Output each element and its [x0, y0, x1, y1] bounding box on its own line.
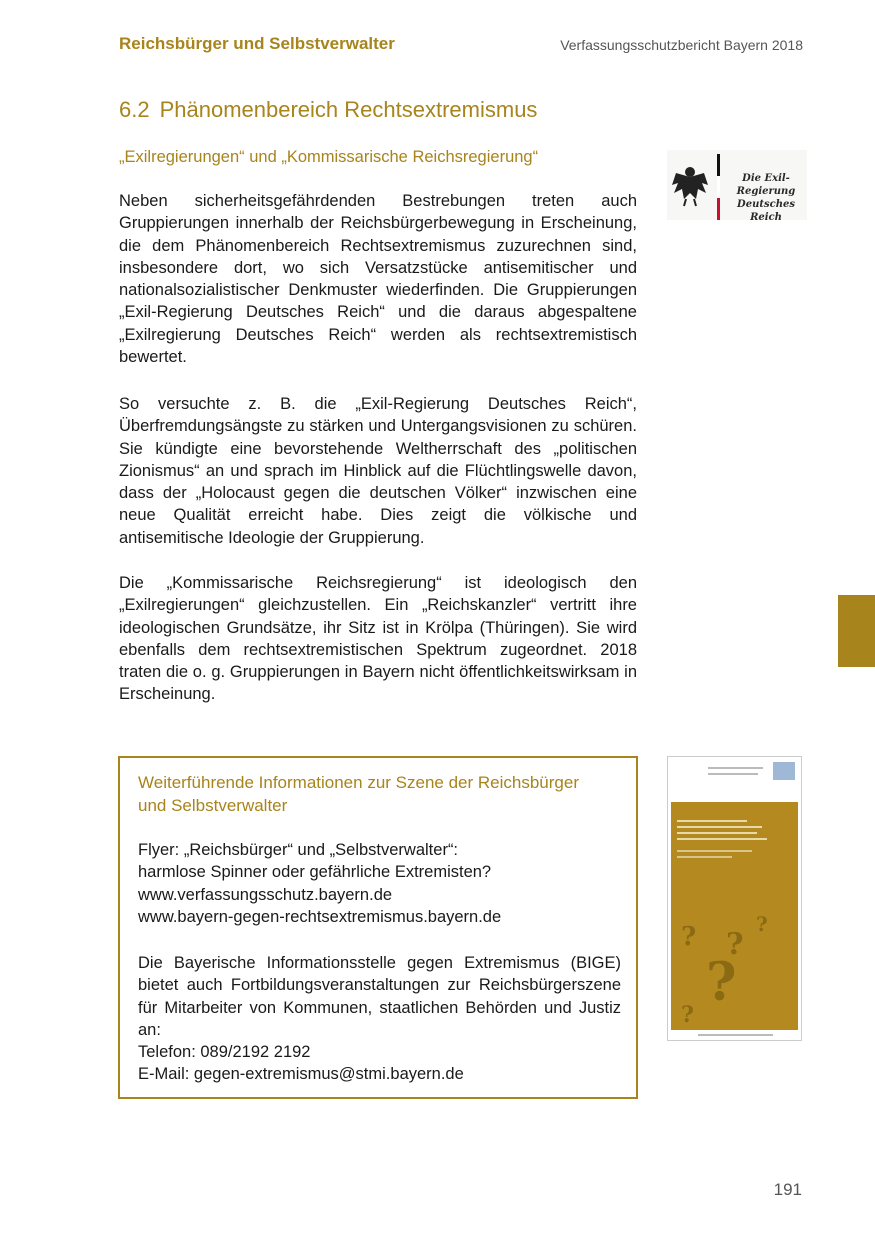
bige-paragraph: Die Bayerische Informationsstelle gegen Extremismus (BIGE) bietet auch Fortbildungsveranstaltungen zur Reichsbürgerszene für Mitarbeiter von Kommunen, staatlichen Behörden und Justiz an: — [138, 954, 621, 1039]
question-mark-icon: ? — [706, 952, 737, 1013]
question-mark-icon: ? — [681, 1002, 694, 1028]
section-number: 6.2 — [119, 97, 150, 122]
flyer-cover-panel — [671, 802, 798, 1030]
running-header-chapter: Reichsbürger und Selbstverwalter — [119, 34, 395, 53]
chapter-tab-marker — [838, 595, 875, 667]
paragraph-3: Die „Kommissarische Reichsregierung“ ist ideologisch den „Exilregierungen“ gleichzustellen. Ein „Reichskanzler“ vertritt ihre ideologischen Grundsätze, ihr Sitz ist in Krölpa (Thüringen). Sie wird ebenfalls dem rechtsextremistischen Spektrum zugeordnet. 2018 traten die o. g. Gruppierungen in Bayern nicht öffentlichkeitswirksam in Erscheinung. — [119, 574, 637, 704]
section-subtitle: „Exilregierungen“ und „Kommissarische Reichsregierung“ — [119, 148, 539, 166]
info-box — [118, 756, 638, 1099]
flag-stripe-white — [717, 176, 720, 198]
link-verfassungsschutz[interactable]: www.verfassungsschutz.bayern.de — [138, 886, 393, 904]
flyer-cover-image — [667, 756, 802, 1041]
coat-of-arms-icon — [773, 762, 795, 780]
running-header-report: Verfassungsschutzbericht Bayern 2018 — [560, 37, 803, 53]
page-number: 191 — [773, 1180, 802, 1199]
question-mark-icon: ? — [681, 922, 697, 952]
question-mark-icon: ? — [726, 927, 744, 962]
flyer-subtitle-line: harmlose Spinner oder gefährliche Extremisten? — [138, 863, 492, 881]
link-bayern-gegen-rechtsextremismus[interactable]: www.bayern-gegen-rechtsextremismus.bayern.de — [138, 908, 502, 926]
flag-stripe-black — [717, 154, 720, 176]
email-line[interactable]: E-Mail: gegen-extremismus@stmi.bayern.de — [138, 1065, 464, 1083]
flyer-title-line: Flyer: „Reichsbürger“ und „Selbstverwalter“: — [138, 841, 459, 859]
info-box-title: Weiterführende Informationen zur Szene der Reichsbürger und Selbstverwalter — [138, 773, 579, 815]
exil-regierung-logo — [667, 150, 807, 223]
phone-line: Telefon: 089/2192 2192 — [138, 1043, 311, 1061]
paragraph-2: So versuchte z. B. die „Exil-Regierung Deutsches Reich“, Überfremdungsängste zu stärken und Untergangsvisionen zu schüren. Sie kündigte eine bevorstehende Weltherrschaft des „politischen Zionismus“ an und sprach im Hinblick auf die Flüchtlingswelle davon, dass der „Holocaust gegen die deutschen Völker“ inzwischen eine neue Qualität erreicht habe. Dies zeigt die völkische und antisemitische Ideologie der Gruppierung. — [119, 395, 637, 547]
flag-stripe — [717, 154, 720, 220]
question-mark-icon: ? — [756, 912, 768, 936]
section-heading — [119, 97, 537, 123]
paragraph-1: Neben sicherheitsgefährdenden Bestrebungen treten auch Gruppierungen innerhalb der Reichsbürgerbewegung in Erscheinung, die dem Phänomenbereich Rechtsextremismus zuzurechnen sind, insbesondere dort, wo sich Versatzstücke antisemitischer und nationalsozialistischer Denkmuster wiederfinden. Die Gruppierungen „Exil-Regierung Deutsches Reich“ und die daraus abgespaltene „Exilregierung Deutsches Reich“ werden als rechtsextremistisch bewertet. — [119, 192, 637, 367]
eagle-icon — [670, 163, 710, 207]
section-title: Phänomenbereich Rechtsextremismus — [159, 97, 538, 122]
flag-stripe-red — [717, 198, 720, 220]
logo-lettering: Die Exil-Regierung Deutsches Reich — [736, 173, 796, 223]
